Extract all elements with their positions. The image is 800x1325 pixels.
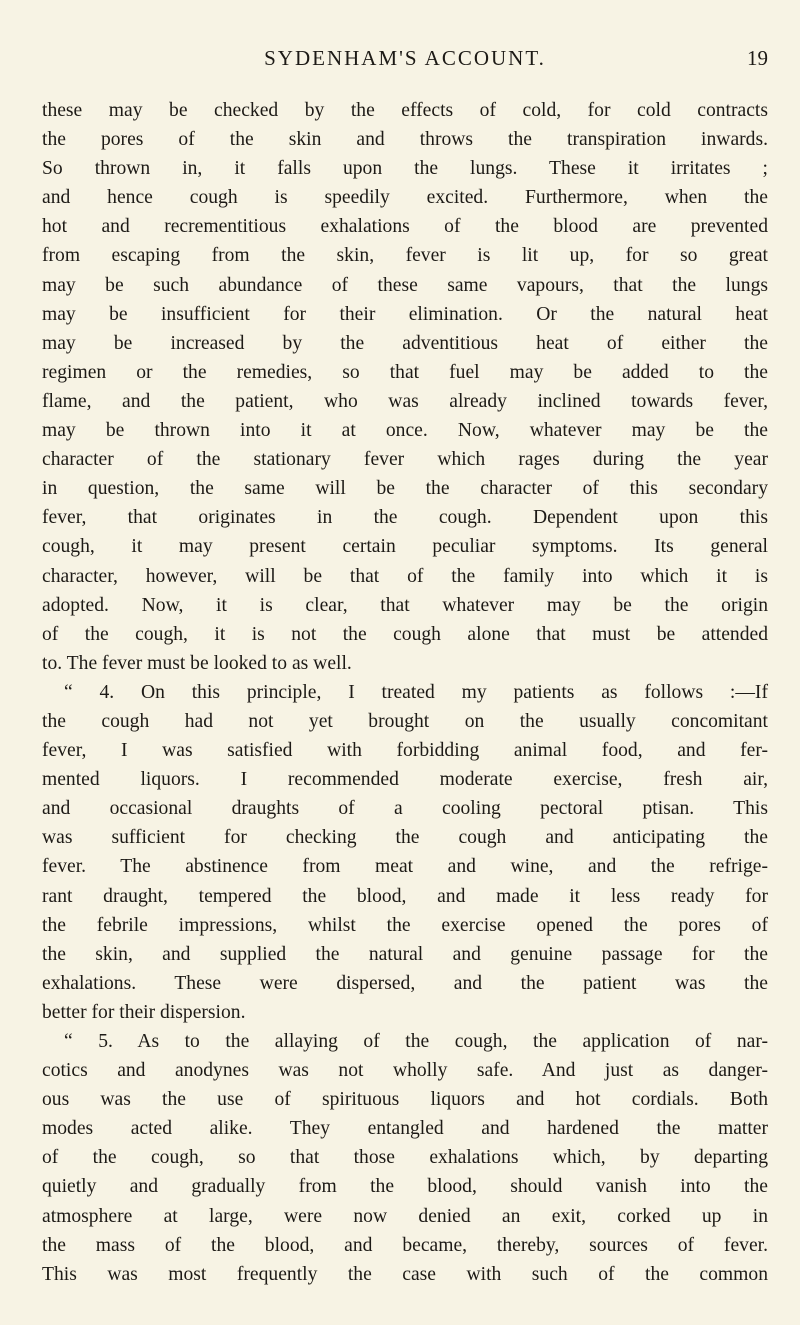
text-line: from escaping from the skin, fever is lit up, for so great xyxy=(42,245,768,267)
text-line: This was most frequently the case with such of the common xyxy=(42,1263,768,1285)
text-line: and occasional draughts of a cooling pectoral ptisan. This xyxy=(42,798,768,820)
text-line: the cough had not yet brought on the usually concomitant xyxy=(42,710,768,732)
text-line: ous was the use of spirituous liquors and hot cordials. Both xyxy=(42,1089,768,1111)
text-line: may be increased by the adventitious heat of either the xyxy=(42,332,768,354)
text-line: of the cough, so that those exhalations which, by departing xyxy=(42,1147,768,1169)
text-line: regimen or the remedies, so that fuel may be added to the xyxy=(42,361,768,383)
text-line: fever, I was satisfied with forbidding animal food, and fer- xyxy=(42,740,768,762)
text-line: mented liquors. I recommended moderate exercise, fresh air, xyxy=(42,769,768,791)
text-line: better for their dispersion. xyxy=(42,1001,246,1023)
text-line: hot and recrementitious exhalations of the blood are prevented xyxy=(42,216,768,238)
text-line: cough, it may present certain peculiar symptoms. Its general xyxy=(42,536,768,558)
text-line: So thrown in, it falls upon the lungs. These it irritates ; xyxy=(42,158,768,180)
paragraph-start-line: “ 5. As to the allaying of the cough, the application of nar- xyxy=(64,1031,768,1052)
text-line: was sufficient for checking the cough and anticipating the xyxy=(42,827,768,849)
text-line: adopted. Now, it is clear, that whatever may be the origin xyxy=(42,594,768,616)
text-line: fever, that originates in the cough. Dependent upon this xyxy=(42,507,768,529)
body-text xyxy=(42,96,768,1289)
text-line: may be insufficient for their elimination. Or the natural heat xyxy=(42,303,768,325)
text-line: character, however, will be that of the family into which it is xyxy=(42,565,768,587)
text-line: of the cough, it is not the cough alone that must be attended xyxy=(42,623,768,645)
page-number: 19 xyxy=(747,46,768,70)
running-title: SYDENHAM'S ACCOUNT. xyxy=(264,46,546,70)
text-line: atmosphere at large, were now denied an exit, corked up in xyxy=(42,1205,768,1227)
text-line: modes acted alike. They entangled and hardened the matter xyxy=(42,1118,768,1140)
text-line: may be thrown into it at once. Now, whatever may be the xyxy=(42,420,768,442)
running-header xyxy=(42,46,768,76)
text-line: these may be checked by the effects of cold, for cold contracts xyxy=(42,100,768,121)
text-line: cotics and anodynes was not wholly safe. And just as danger- xyxy=(42,1060,768,1082)
text-line: may be such abundance of these same vapours, that the lungs xyxy=(42,274,768,296)
text-line: rant draught, tempered the blood, and made it less ready for xyxy=(42,885,768,907)
text-line: and hence cough is speedily excited. Furthermore, when the xyxy=(42,187,768,209)
text-line: to. The fever must be looked to as well. xyxy=(42,652,352,674)
text-line: the skin, and supplied the natural and genuine passage for the xyxy=(42,943,768,965)
text-line: flame, and the patient, who was already inclined towards fever, xyxy=(42,390,768,412)
text-line: the pores of the skin and throws the transpiration inwards. xyxy=(42,129,768,151)
text-line: exhalations. These were dispersed, and the patient was the xyxy=(42,972,768,994)
text-line: quietly and gradually from the blood, should vanish into the xyxy=(42,1176,768,1198)
text-line: character of the stationary fever which rages during the year xyxy=(42,449,768,471)
text-line: the mass of the blood, and became, thereby, sources of fever. xyxy=(42,1234,768,1256)
paragraph-start-line: “ 4. On this principle, I treated my patients as follows :—If xyxy=(64,681,768,703)
text-line: the febrile impressions, whilst the exercise opened the pores of xyxy=(42,914,768,936)
text-line: fever. The abstinence from meat and wine, and the refrige- xyxy=(42,856,768,878)
text-line: in question, the same will be the character of this secondary xyxy=(42,478,768,500)
